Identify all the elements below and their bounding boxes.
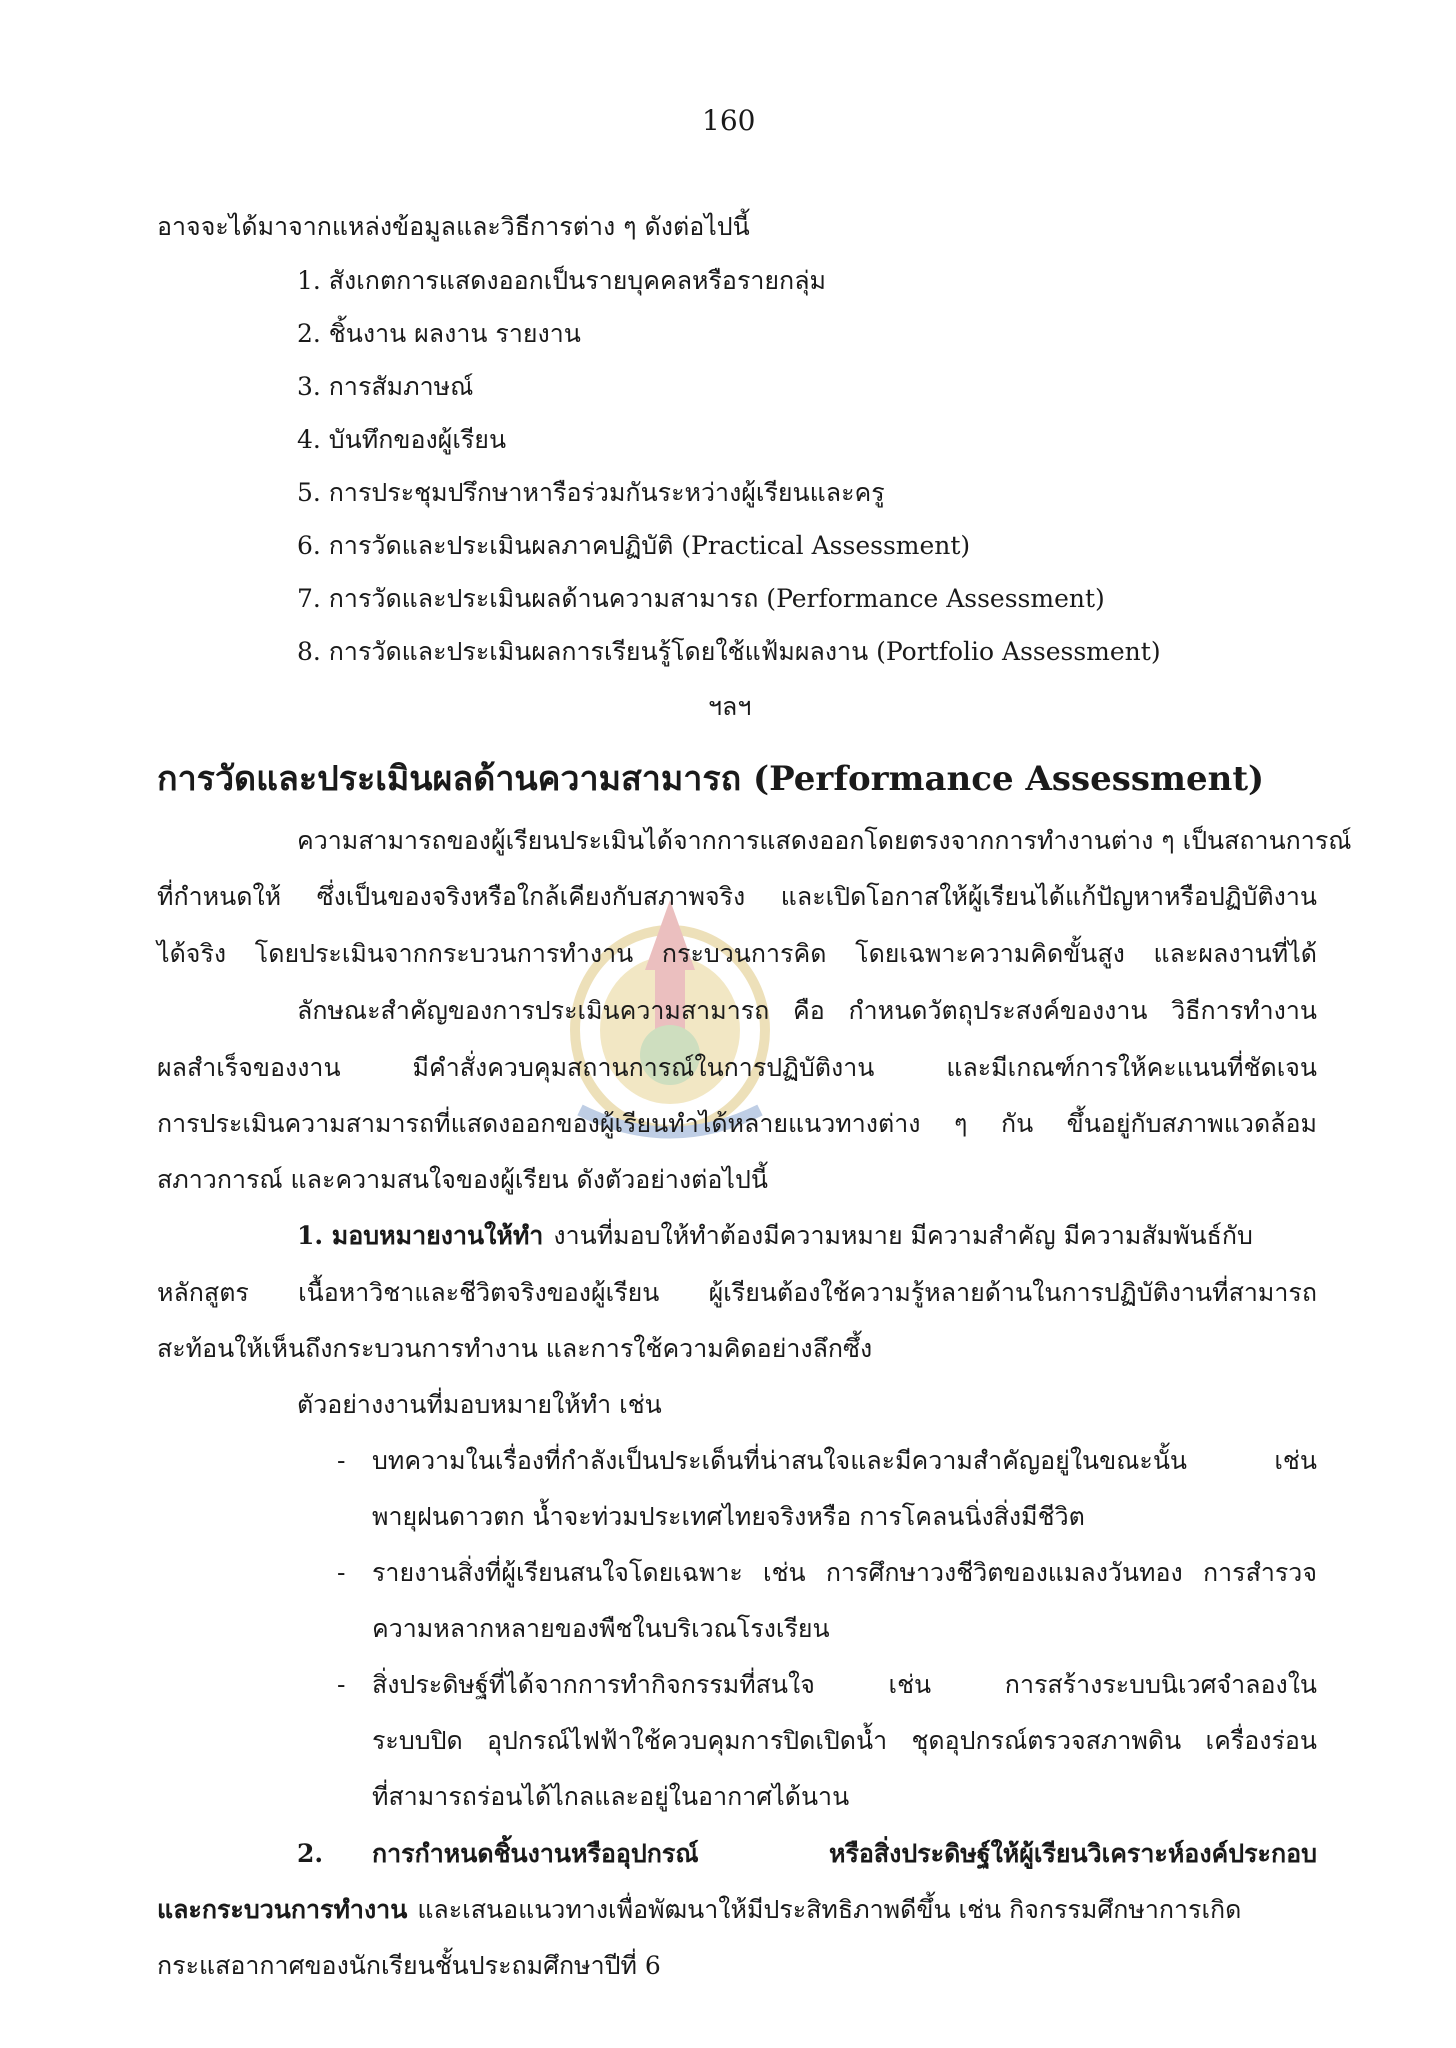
list-item: พายุฝนดาวตก น้ำจะท่วมประเทศไทยจริงหรือ การโคลนนิ่งสิ่งมีชีวิต xyxy=(372,1502,1085,1531)
paragraph-line: ความสามารถของผู้เรียนประเมินได้จากการแสดงออกโดยตรงจากการทำงานต่าง ๆ เป็นสถานการณ์ xyxy=(297,826,1352,855)
list-item: ระบบปิด อุปกรณ์ไฟฟ้าใช้ควบคุมการปิดเปิดน้ำ ชุดอุปกรณ์ตรวจสภาพดิน เครื่องร่อน xyxy=(372,1726,1317,1755)
paragraph-line: ลักษณะสำคัญของการประเมินความสามารถ คือ กำหนดวัตถุประสงค์ของงาน วิธีการทำงาน xyxy=(297,996,1317,1025)
list-item: รายงานสิ่งที่ผู้เรียนสนใจโดยเฉพาะ เช่น การศึกษาวงชีวิตของแมลงวันทอง การสำรวจ xyxy=(372,1558,1317,1587)
paragraph-line: ได้จริง โดยประเมินจากกระบวนการทำงาน กระบวนการคิด โดยเฉพาะความคิดขั้นสูง และผลงานที่ได้ xyxy=(157,939,1317,968)
etc-mark: ฯลฯ xyxy=(708,692,752,721)
item1-label: 1. มอบหมายงานให้ทำ xyxy=(297,1221,544,1250)
list-item: 2. ชิ้นงาน ผลงาน รายงาน xyxy=(297,319,581,348)
item2-number: 2. xyxy=(297,1839,324,1868)
paragraph-line: สภาวการณ์ และความสนใจของผู้เรียน ดังตัวอย่างต่อไปนี้ xyxy=(157,1165,768,1194)
list-item: 3. การสัมภาษณ์ xyxy=(297,372,474,401)
item1-line xyxy=(297,1219,1317,1253)
list-item: ที่สามารถร่อนได้ไกลและอยู่ในอากาศได้นาน xyxy=(372,1782,850,1811)
list-item: 6. การวัดและประเมินผลภาคปฏิบัติ (Practical Assessment) xyxy=(297,531,971,560)
item2-heading: การกำหนดชิ้นงานหรืออุปกรณ์ หรือสิ่งประดิษฐ์ให้ผู้เรียนวิเคราะห์องค์ประกอบ xyxy=(372,1839,1317,1868)
list-item: 5. การประชุมปรึกษาหารือร่วมกันระหว่างผู้เรียนและครู xyxy=(297,478,885,507)
list-item: 1. สังเกตการแสดงออกเป็นรายบุคคลหรือรายกลุ่ม xyxy=(297,266,826,295)
bullet-dash: - xyxy=(337,1446,346,1475)
paragraph-line: สะท้อนให้เห็นถึงกระบวนการทำงาน และการใช้ความคิดอย่างลึกซึ้ง xyxy=(157,1334,873,1363)
list-item: สิ่งประดิษฐ์ที่ได้จากการทำกิจกรรมที่สนใจ เช่น การสร้างระบบนิเวศจำลองใน xyxy=(372,1670,1317,1699)
list-item: 7. การวัดและประเมินผลด้านความสามารถ (Performance Assessment) xyxy=(297,584,1105,613)
list-item: 8. การวัดและประเมินผลการเรียนรู้โดยใช้แฟ้มผลงาน (Portfolio Assessment) xyxy=(297,637,1161,666)
paragraph-line: ผลสำเร็จของงาน มีคำสั่งควบคุมสถานการณ์ในการปฏิบัติงาน และมีเกณฑ์การให้คะแนนที่ชัดเจน xyxy=(157,1053,1317,1082)
paragraph-line: หลักสูตร เนื้อหาวิชาและชีวิตจริงของผู้เรียน ผู้เรียนต้องใช้ความรู้หลายด้านในการปฏิบัติงานที่สามารถ xyxy=(157,1278,1317,1307)
item2-bold-text: และกระบวนการทำงาน xyxy=(157,1895,408,1924)
list-item: ความหลากหลายของพืชในบริเวณโรงเรียน xyxy=(372,1614,830,1643)
paragraph-line: กระแสอากาศของนักเรียนชั้นประถมศึกษาปีที่ 6 xyxy=(157,1951,661,1980)
list-item: บทความในเรื่องที่กำลังเป็นประเด็นที่น่าสนใจและมีความสำคัญอยู่ในขณะนั้น เช่น xyxy=(372,1446,1317,1475)
bullet-dash: - xyxy=(337,1670,346,1699)
item2-text: และเสนอแนวทางเพื่อพัฒนาให้มีประสิทธิภาพดีขึ้น เช่น กิจกรรมศึกษาการเกิด xyxy=(417,1895,1242,1924)
bullet-dash: - xyxy=(337,1558,346,1587)
list-item: 4. บันทึกของผู้เรียน xyxy=(297,425,507,454)
paragraph-line: การประเมินความสามารถที่แสดงออกของผู้เรียนทำได้หลายแนวทางต่าง ๆ กัน ขึ้นอยู่กับสภาพแวดล้อม xyxy=(157,1109,1317,1138)
paragraph-line: ที่กำหนดให้ ซึ่งเป็นของจริงหรือใกล้เคียงกับสภาพจริง และเปิดโอกาสให้ผู้เรียนได้แก้ปัญหาหรือปฏิบัติงาน xyxy=(157,882,1317,911)
item2-line xyxy=(157,1893,1317,1927)
section-heading: การวัดและประเมินผลด้านความสามารถ (Performance Assessment) xyxy=(157,759,1265,799)
examples-intro: ตัวอย่างงานที่มอบหมายให้ทำ เช่น xyxy=(297,1390,662,1419)
intro-line: อาจจะได้มาจากแหล่งข้อมูลและวิธีการต่าง ๆ ดังต่อไปนี้ xyxy=(157,212,750,241)
page-number: 160 xyxy=(702,104,756,137)
item1-text: งานที่มอบให้ทำต้องมีความหมาย มีความสำคัญ มีความสัมพันธ์กับ xyxy=(553,1221,1253,1250)
